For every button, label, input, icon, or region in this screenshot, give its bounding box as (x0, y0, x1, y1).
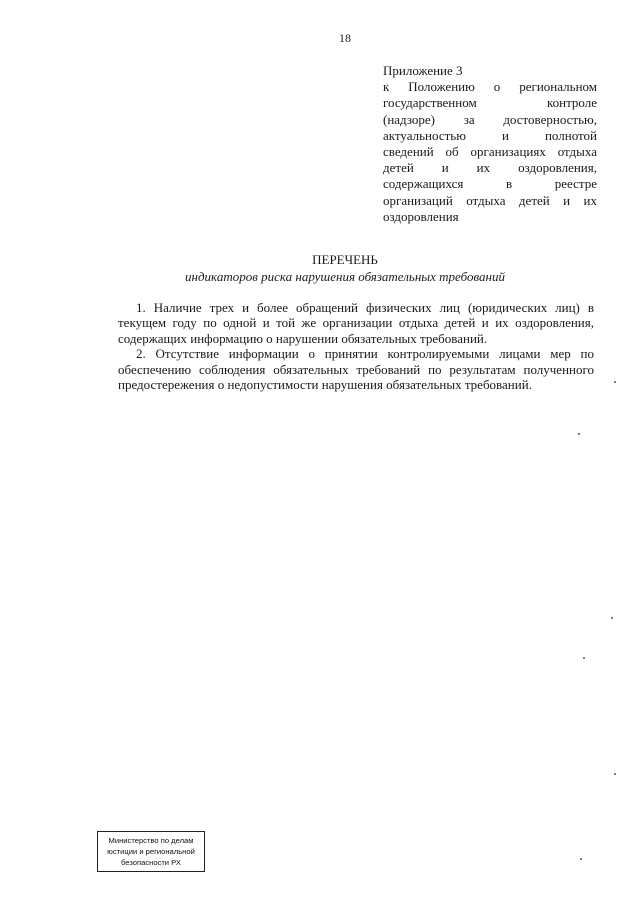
appendix-line: детей и их оздоровления, (383, 160, 597, 176)
appendix-line: актуальностью и полнотой (383, 127, 597, 143)
paragraph-line: обеспечению соблюдения обязательных требований по результатам полученного (118, 361, 594, 377)
appendix-line: (надзоре) за достоверностью, (383, 111, 597, 127)
paragraph-line: 1. Наличие трех и более обращений физических лиц (юридических лиц) в (136, 300, 594, 315)
appendix-line: организаций отдыха детей и их (383, 192, 597, 208)
document-subheading: индикаторов риска нарушения обязательных требований (185, 269, 505, 284)
scan-speck (578, 433, 580, 435)
document-heading: ПЕРЕЧЕНЬ (312, 252, 378, 267)
stamp-line: безопасности РХ (121, 858, 181, 867)
page-number: 18 (339, 31, 351, 45)
scan-speck (583, 657, 585, 659)
stamp-line: юстиции и региональной (107, 847, 195, 856)
scan-speck (611, 617, 613, 619)
appendix-block (383, 63, 597, 225)
appendix-line: к Положению о региональном (383, 79, 597, 95)
paragraph-line: 2. Отсутствие информации о принятии контролируемыми лицами мер по (136, 346, 594, 362)
stamp-line: Министерство по делам (108, 836, 194, 845)
list-item-1 (118, 300, 594, 346)
paragraph-line: предостережения о недопустимости нарушения обязательных требований. (118, 377, 532, 393)
scan-speck (614, 773, 616, 775)
appendix-line: оздоровления (383, 208, 459, 224)
appendix-line: государственном контроле (383, 95, 597, 111)
ministry-stamp (97, 831, 205, 872)
appendix-title: Приложение 3 (383, 63, 463, 78)
scan-speck (614, 381, 616, 383)
paragraph-line: текущем году по одной и той же организации отдыха детей и их оздоровления, (118, 315, 594, 331)
paragraph-line: содержащих информацию о нарушении обязательных требований. (118, 330, 488, 346)
document-body (118, 300, 594, 392)
scan-speck (580, 858, 582, 860)
appendix-line: сведений об организациях отдыха (383, 144, 597, 160)
list-item-2 (118, 346, 594, 392)
appendix-line: содержащихся в реестре (383, 176, 597, 192)
